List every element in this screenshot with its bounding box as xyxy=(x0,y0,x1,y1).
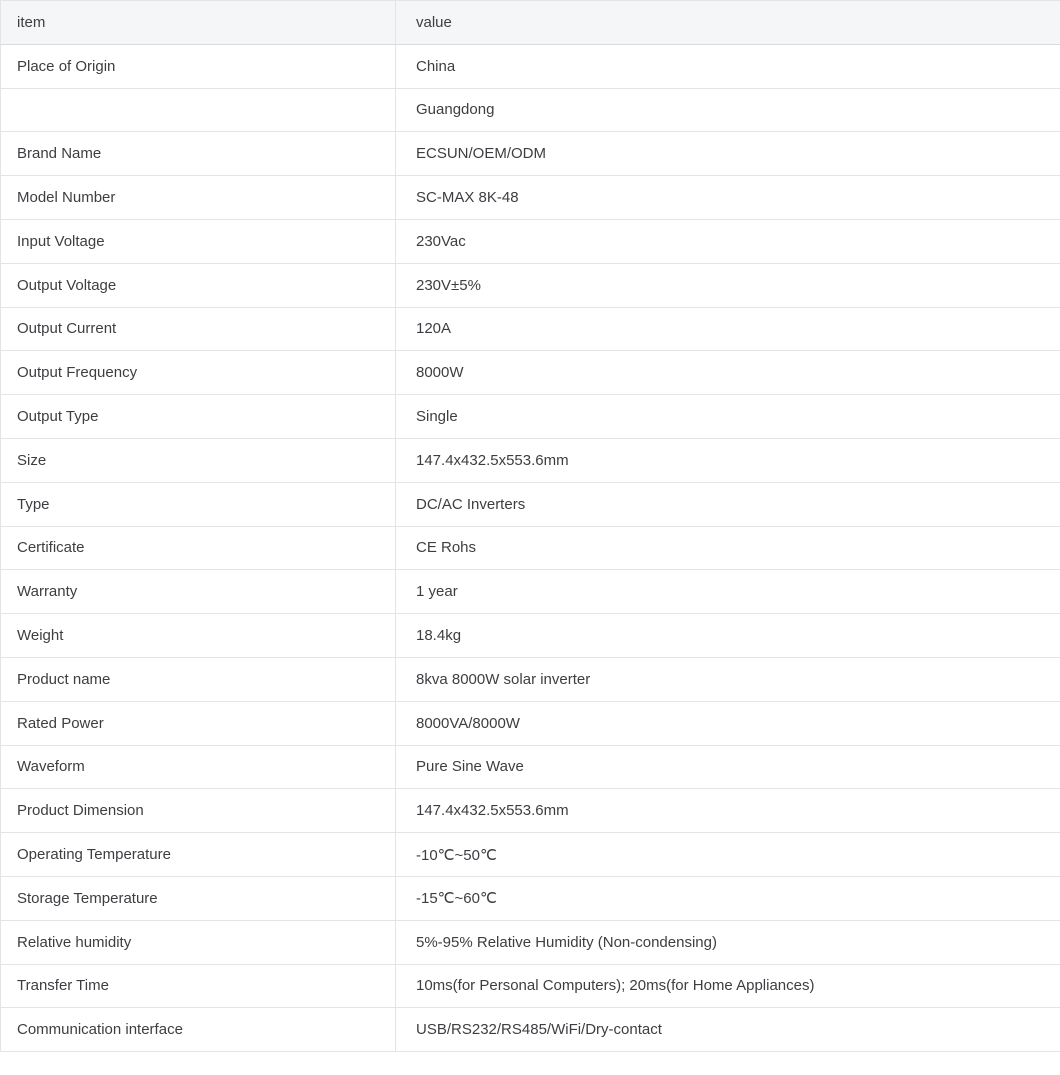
table-row xyxy=(1,176,1060,220)
table-row xyxy=(1,745,1060,789)
table-row xyxy=(1,482,1060,526)
item-cell: Relative humidity xyxy=(1,920,396,964)
value-cell: Single xyxy=(396,395,1060,439)
item-cell: Communication interface xyxy=(1,1008,396,1052)
table-row xyxy=(1,44,1060,88)
table-row xyxy=(1,789,1060,833)
item-cell: Rated Power xyxy=(1,701,396,745)
table-row xyxy=(1,920,1060,964)
value-cell: ECSUN/OEM/ODM xyxy=(396,132,1060,176)
item-cell: Type xyxy=(1,482,396,526)
item-cell: Model Number xyxy=(1,176,396,220)
table-row xyxy=(1,263,1060,307)
table-row xyxy=(1,526,1060,570)
item-cell: Place of Origin xyxy=(1,44,396,88)
value-cell: 147.4x432.5x553.6mm xyxy=(396,438,1060,482)
value-cell: 5%-95% Relative Humidity (Non-condensing) xyxy=(396,920,1060,964)
table-row xyxy=(1,876,1060,920)
value-cell: 8000W xyxy=(396,351,1060,395)
item-cell: Output Current xyxy=(1,307,396,351)
table-row xyxy=(1,701,1060,745)
item-cell: Output Frequency xyxy=(1,351,396,395)
value-cell: 18.4kg xyxy=(396,614,1060,658)
value-cell: China xyxy=(396,44,1060,88)
table-body xyxy=(1,44,1060,1051)
value-cell: 1 year xyxy=(396,570,1060,614)
table-row xyxy=(1,88,1060,132)
value-cell: Pure Sine Wave xyxy=(396,745,1060,789)
table-row xyxy=(1,833,1060,877)
item-cell: Operating Temperature xyxy=(1,833,396,877)
table-row xyxy=(1,132,1060,176)
item-cell: Product Dimension xyxy=(1,789,396,833)
value-cell: -10℃~50℃ xyxy=(396,833,1060,877)
header-row xyxy=(1,1,1060,45)
item-cell: Weight xyxy=(1,614,396,658)
value-cell: Guangdong xyxy=(396,88,1060,132)
column-header-value: value xyxy=(396,1,1060,45)
item-cell: Transfer Time xyxy=(1,964,396,1008)
value-cell: USB/RS232/RS485/WiFi/Dry-contact xyxy=(396,1008,1060,1052)
column-header-item: item xyxy=(1,1,396,45)
table-row xyxy=(1,307,1060,351)
value-cell: SC-MAX 8K-48 xyxy=(396,176,1060,220)
value-cell: 120A xyxy=(396,307,1060,351)
item-cell: Input Voltage xyxy=(1,219,396,263)
value-cell: 8000VA/8000W xyxy=(396,701,1060,745)
value-cell: 8kva 8000W solar inverter xyxy=(396,657,1060,701)
table-row xyxy=(1,570,1060,614)
item-cell: Product name xyxy=(1,657,396,701)
item-cell: Certificate xyxy=(1,526,396,570)
item-cell: Waveform xyxy=(1,745,396,789)
value-cell: 147.4x432.5x553.6mm xyxy=(396,789,1060,833)
value-cell: DC/AC Inverters xyxy=(396,482,1060,526)
item-cell: Warranty xyxy=(1,570,396,614)
value-cell: CE Rohs xyxy=(396,526,1060,570)
table-row xyxy=(1,614,1060,658)
value-cell: 230Vac xyxy=(396,219,1060,263)
table-row xyxy=(1,657,1060,701)
table-row xyxy=(1,395,1060,439)
item-cell: Output Type xyxy=(1,395,396,439)
table-row xyxy=(1,438,1060,482)
item-cell xyxy=(1,88,396,132)
table-row xyxy=(1,964,1060,1008)
table-row xyxy=(1,219,1060,263)
item-cell: Size xyxy=(1,438,396,482)
item-cell: Storage Temperature xyxy=(1,876,396,920)
table-row xyxy=(1,1008,1060,1052)
value-cell: 230V±5% xyxy=(396,263,1060,307)
value-cell: -15℃~60℃ xyxy=(396,876,1060,920)
value-cell: 10ms(for Personal Computers); 20ms(for Home Appliances) xyxy=(396,964,1060,1008)
table-row xyxy=(1,351,1060,395)
item-cell: Brand Name xyxy=(1,132,396,176)
item-cell: Output Voltage xyxy=(1,263,396,307)
